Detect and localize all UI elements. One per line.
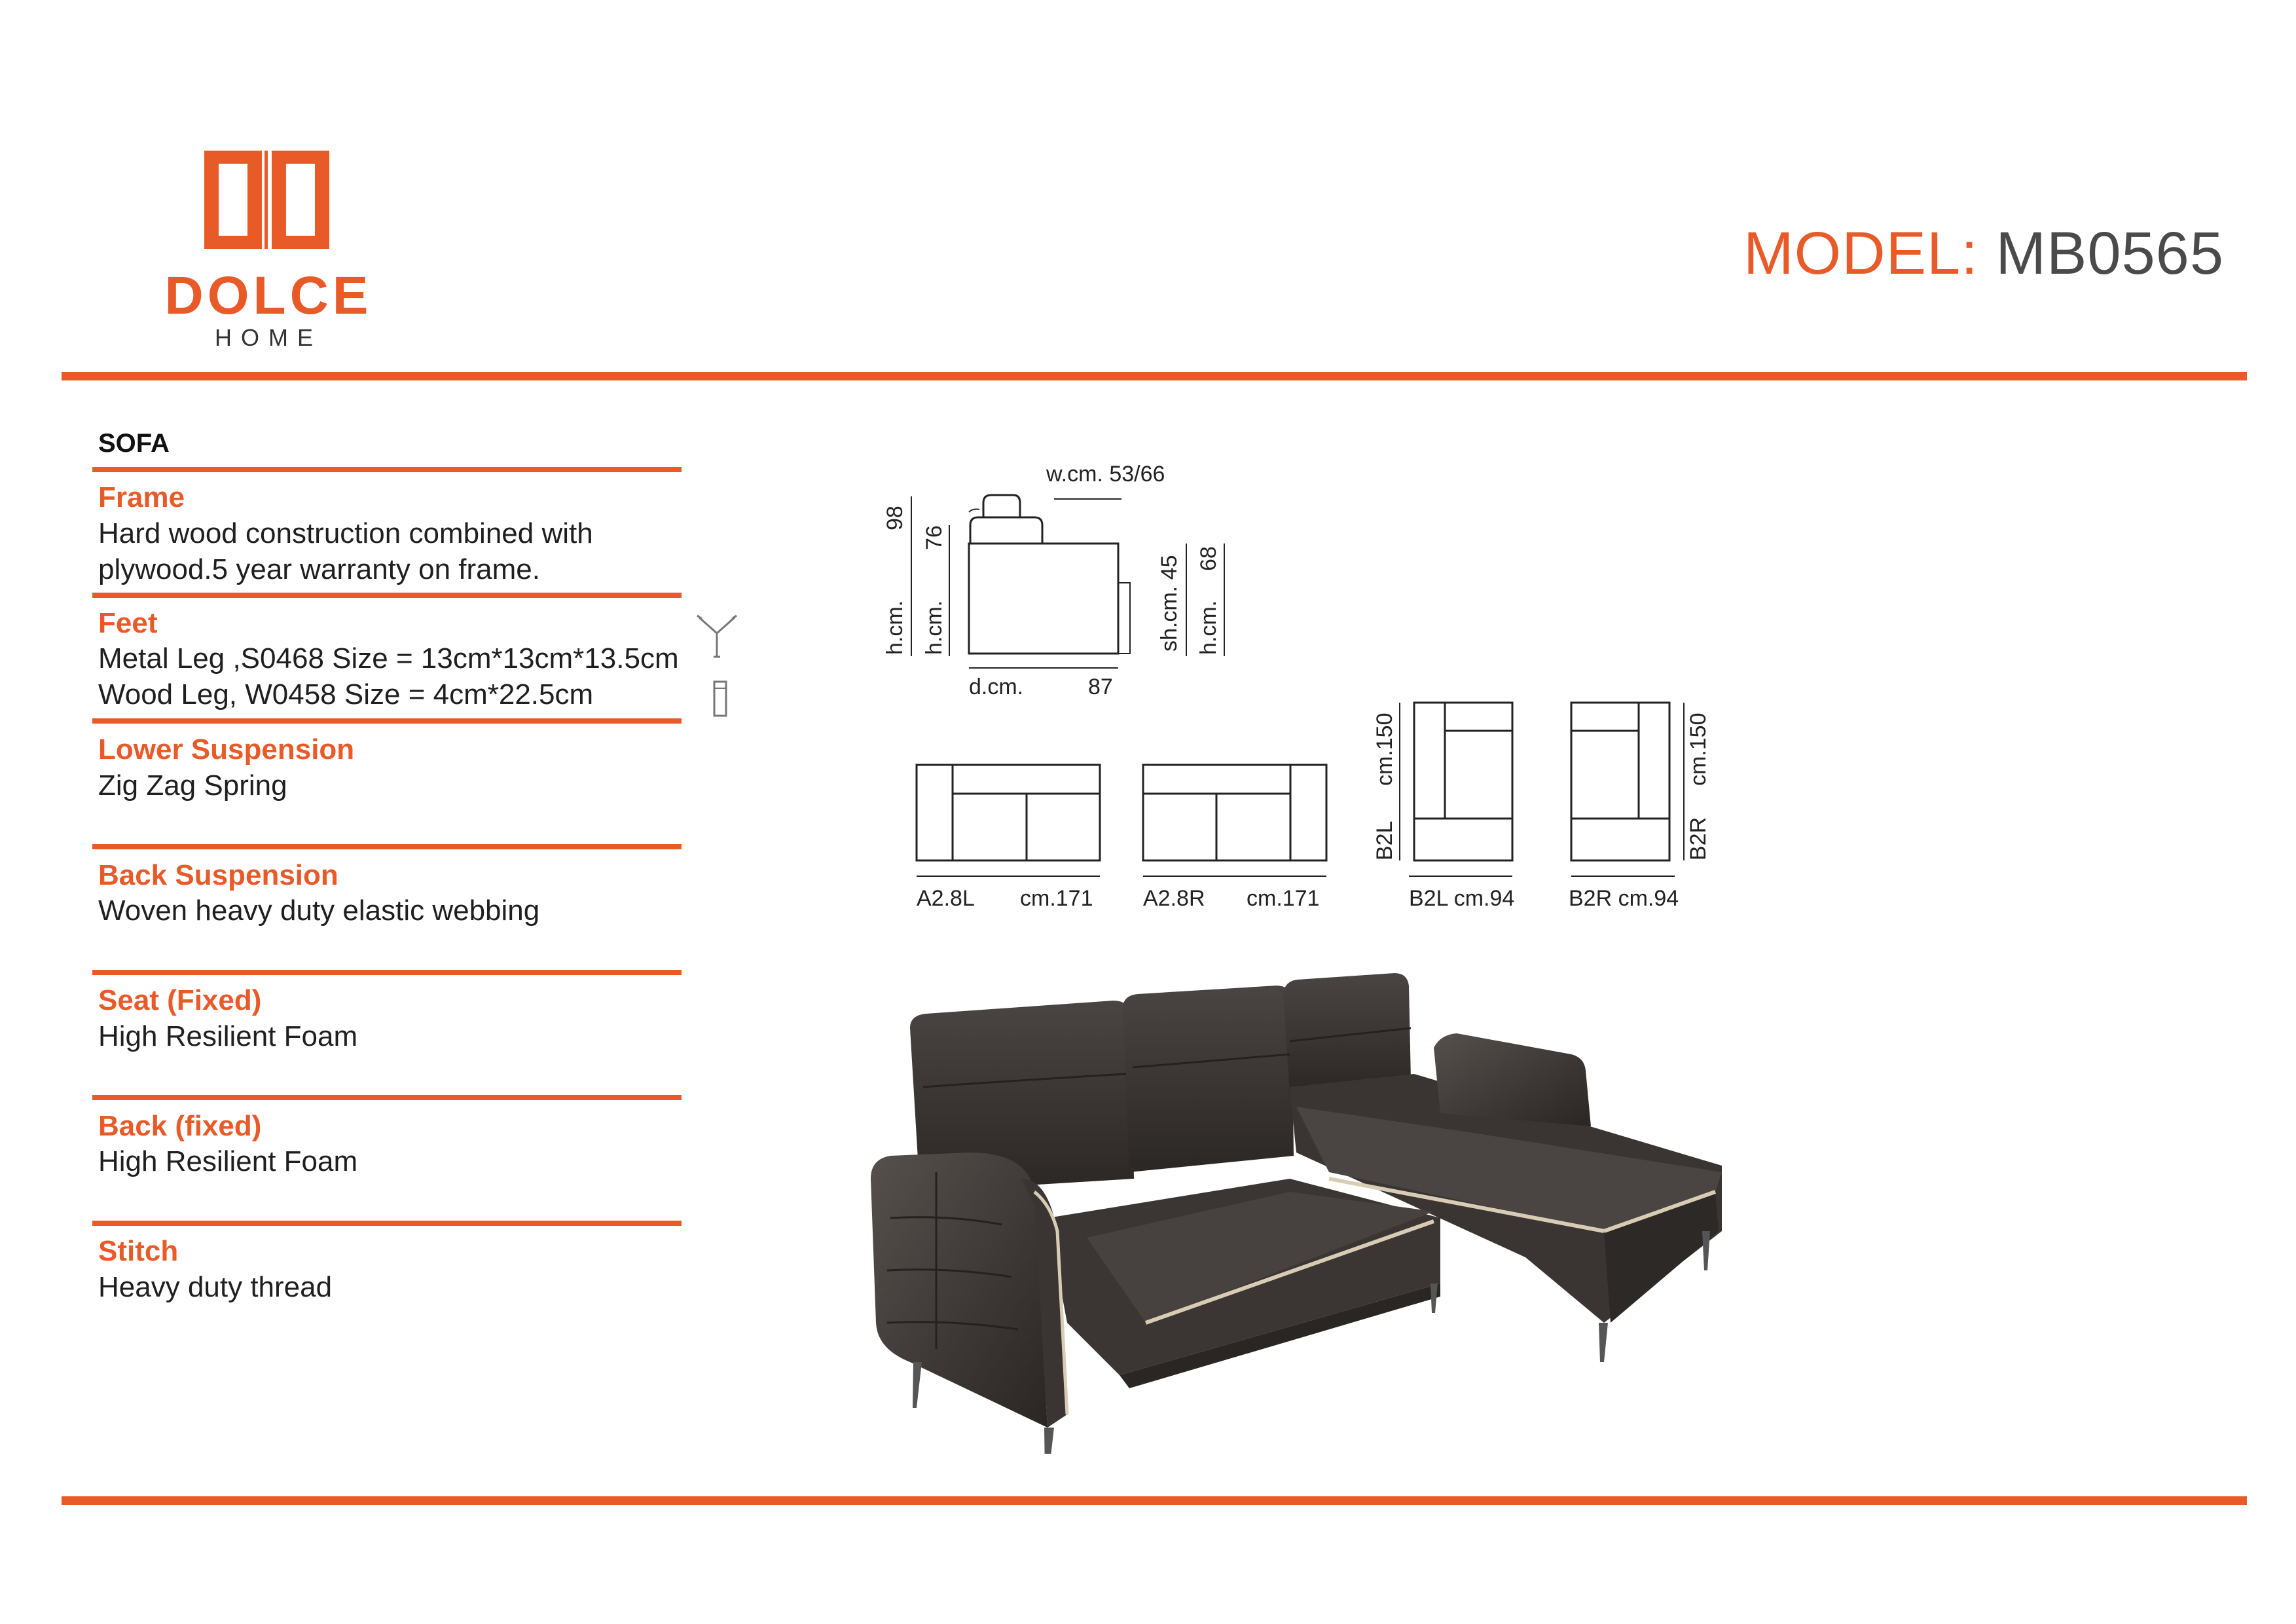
module-a28l-diagram [917, 765, 1100, 911]
spec-text-frame-2: plywood.5 year warranty on frame. [98, 553, 540, 585]
spec-divider [92, 593, 682, 598]
module-code: B2R cm.94 [1569, 886, 1679, 911]
spec-text-back: High Resilient Foam [98, 1145, 358, 1177]
module-b2l-diagram [1372, 703, 1514, 911]
spec-text-stitch: Heavy duty thread [98, 1271, 333, 1303]
dim-hcm-2: h.cm. [922, 600, 947, 655]
module-code: A2.8L [917, 886, 975, 911]
dim-h98: 98 [883, 506, 907, 530]
module-size: cm.171 [1020, 886, 1093, 911]
bottom-divider [62, 1496, 2247, 1505]
brand-name: DOLCE [164, 266, 373, 325]
spec-divider [92, 1095, 682, 1100]
wood-leg-icon [710, 678, 730, 720]
module-depth: cm.150 [1686, 712, 1711, 786]
dim-hcm-1: h.cm. [883, 600, 907, 655]
dim-h68: 68 [1196, 546, 1221, 571]
sofa-product-image [871, 956, 1741, 1454]
spec-title-stitch: Stitch [98, 1235, 179, 1267]
module-a28r-diagram [1143, 765, 1326, 911]
spec-title-back: Back (fixed) [98, 1110, 262, 1142]
spec-text-back-suspension: Woven heavy duty elastic webbing [98, 895, 540, 927]
spec-title-feet: Feet [98, 607, 158, 639]
dim-width: w.cm. 53/66 [1046, 462, 1165, 487]
module-side-code: B2L [1372, 821, 1397, 860]
spec-divider [92, 844, 682, 849]
module-code: A2.8R [1143, 886, 1205, 911]
module-size: cm.171 [1247, 886, 1320, 911]
dim-h76: 76 [922, 525, 947, 550]
module-depth: cm.150 [1372, 712, 1397, 786]
dim-sh45: sh.cm. 45 [1157, 555, 1182, 652]
logo-mark-icon [141, 147, 396, 252]
category-heading: SOFA [98, 429, 170, 458]
module-code: B2L cm.94 [1409, 886, 1515, 911]
spec-divider [92, 718, 682, 724]
side-view-diagram [883, 462, 1224, 699]
top-divider [62, 372, 2247, 380]
brand-logo [141, 147, 396, 357]
spec-divider [92, 467, 682, 472]
spec-title-seat: Seat (Fixed) [98, 984, 262, 1016]
dim-hcm-3: h.cm. [1196, 600, 1221, 655]
dim-depth-label: d.cm. [969, 674, 1024, 699]
module-side-code: B2R [1686, 817, 1711, 860]
spec-title-lower-suspension: Lower Suspension [98, 733, 355, 766]
spec-text-frame-1: Hard wood construction combined with [98, 517, 593, 549]
technical-drawings [851, 452, 1768, 936]
model-value: MB0565 [1995, 220, 2224, 287]
spec-text-lower-suspension: Zig Zag Spring [98, 769, 287, 802]
spec-divider [92, 970, 682, 975]
module-b2r-diagram [1569, 703, 1711, 911]
spec-text-seat: High Resilient Foam [98, 1020, 358, 1052]
spec-divider [92, 1221, 682, 1226]
spec-title-back-suspension: Back Suspension [98, 859, 338, 891]
dim-depth-value: 87 [1088, 674, 1113, 699]
spec-text-feet-1: Metal Leg ,S0468 Size = 13cm*13cm*13.5cm [98, 642, 679, 674]
brand-tagline: HOME [215, 324, 322, 351]
model-label: MODEL: [1743, 220, 1978, 287]
spec-text-feet-2: Wood Leg, W0458 Size = 4cm*22.5cm [98, 678, 594, 710]
model-heading [1743, 219, 2224, 288]
spec-title-frame: Frame [98, 481, 185, 513]
metal-leg-icon [694, 612, 740, 661]
